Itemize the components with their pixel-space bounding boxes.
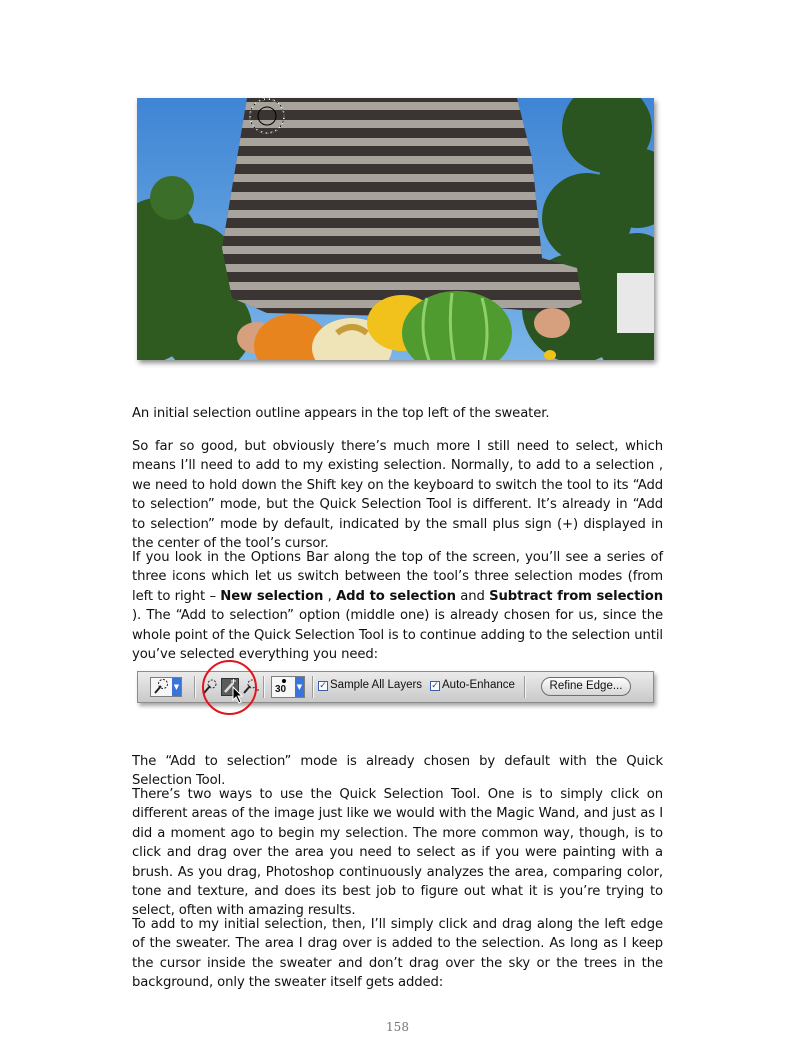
p3-text-c: , <box>323 588 337 604</box>
highlight-circle <box>202 660 257 715</box>
separator <box>312 676 313 698</box>
term-add-to-selection: Add to selection <box>336 588 456 604</box>
refine-edge-button: Refine Edge... <box>541 677 631 696</box>
photo-sweater-pumpkins <box>137 98 654 360</box>
brush-size-picker <box>271 676 305 698</box>
separator <box>263 676 264 698</box>
brush-size-value: 30 <box>275 684 287 695</box>
p3-text-e: ). The “Add to selection” option (middle one) is already chosen for us, since the whole point of the Quick Selection Tool is to continue adding to the selection until you’ve selected everything you need: <box>132 608 663 663</box>
term-new-selection: New selection <box>220 588 324 604</box>
separator <box>194 676 195 698</box>
sample-all-layers-checkbox: ✓ <box>319 681 327 691</box>
term-subtract-from-selection: Subtract from selection <box>489 588 663 604</box>
auto-enhance-label: Auto-Enhance <box>442 679 515 691</box>
p3-text-d: and <box>455 588 490 604</box>
tool-preset-picker <box>150 677 182 697</box>
quick-selection-brush-icon <box>152 678 172 696</box>
dropdown-arrow-icon: ▼ <box>295 677 304 697</box>
paragraph-two-ways: There’s two ways to use the Quick Selection Tool. One is to simply click on different areas of the image just like we would with the Magic Wand, and just as I did a moment ago to begin my selection. The more common way, though, is to click and drag over the area you need to select as if you were painting with a brush. As you drag, Photoshop continuously analyzes the area, comparing color, tone and texture, and does its best job to figure out what it is you’re trying to select, often with amazing results. <box>132 787 663 919</box>
page-number: 158 <box>386 1020 409 1034</box>
paragraph-add-selection: So far so good, but obviously there’s much more I still need to select, which means I’ll need to add to my existing selection. Normally, to add to a selection , we need to hold down the Shift key on the keyboard to switch the tool to its “Add to selection” mode, but the Quick Selection Tool is different. It’s already in “Add to selection” mode by default, indicated by the small plus sign (+) displayed in the center of the tool’s cursor. <box>132 439 663 552</box>
brush-dot-icon <box>282 679 286 683</box>
p3-text-a: If you look in the Options Bar along the top of the screen, you’ll see a series of three icons which let us switch between the tool’s three selection modes (from left to right – <box>132 550 663 604</box>
paragraph-options-bar <box>132 548 663 664</box>
caption-add-mode: The “Add to selection” mode is already chosen by default with the Quick Selection Tool. <box>132 754 663 789</box>
auto-enhance-checkbox: ✓ <box>431 681 439 691</box>
caption-initial-selection: An initial selection outline appears in the top left of the sweater. <box>132 406 550 421</box>
paragraph-drag-edge: To add to my initial selection, then, I’ll simply click and drag along the left edge of the sweater. The area I drag over is added to the selection. As long as I keep the cursor inside the sweater and don’t drag over the sky or the trees in the background, only the sweater itself gets added: <box>132 917 663 991</box>
sample-all-layers-label: Sample All Layers <box>330 679 423 691</box>
photo-illustration <box>137 98 654 360</box>
dropdown-arrow-icon: ▼ <box>172 678 181 696</box>
separator <box>524 676 525 698</box>
